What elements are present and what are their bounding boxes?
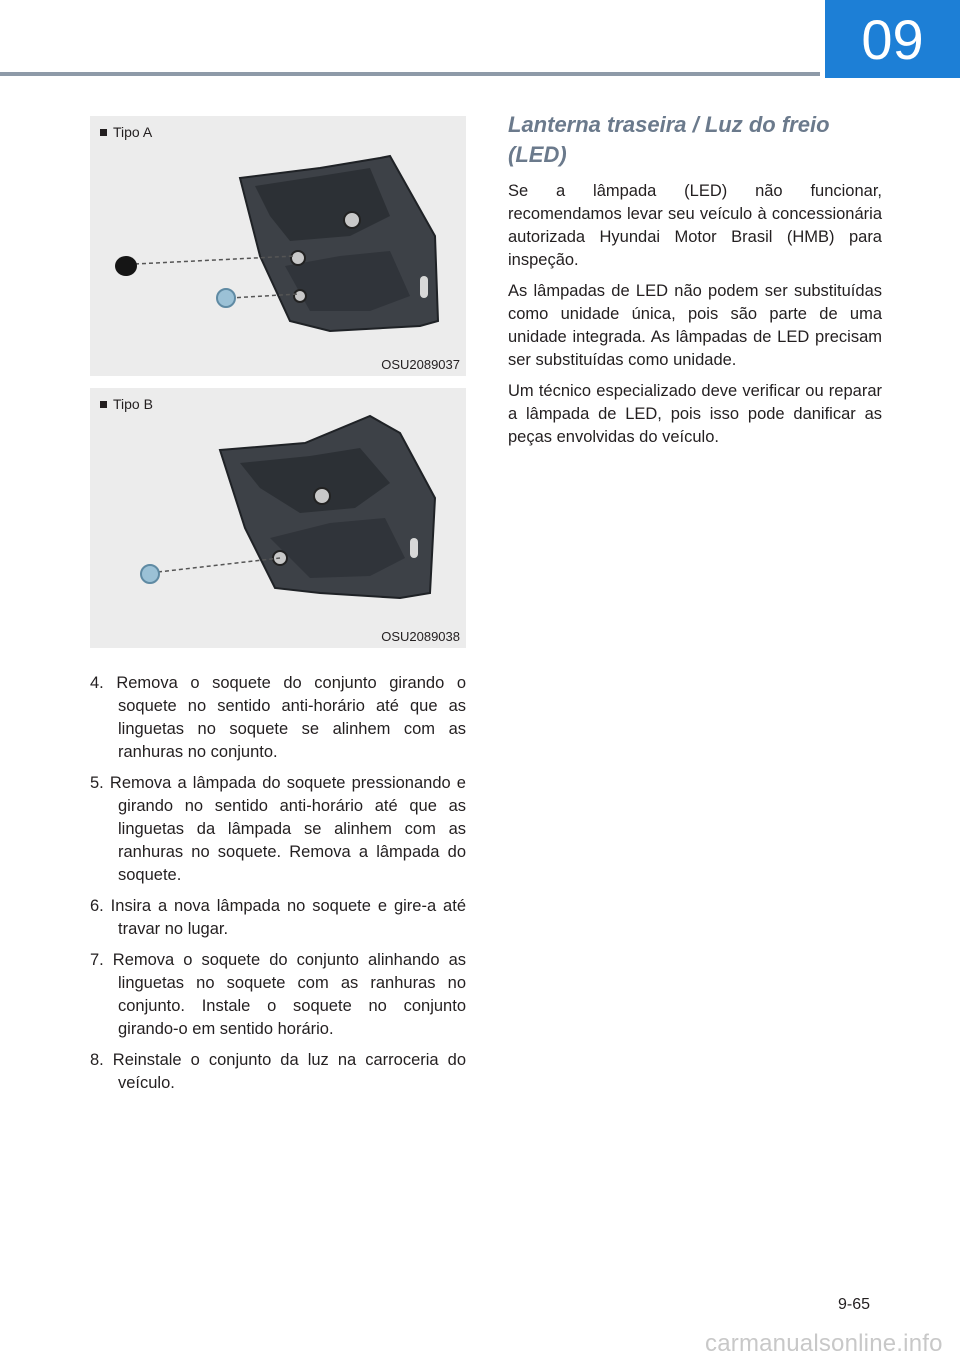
procedure-steps (90, 672, 466, 1103)
step-8: 8. Reinstale o conjunto da luz na carroceria do veículo. (90, 1051, 466, 1092)
section-paragraph: Um técnico especializado deve verificar ou reparar a lâmpada de LED, pois isso pode danificar as peças envolvidas do veículo. (508, 382, 882, 446)
section-title: Lanterna traseira / Luz do freio (LED) (508, 112, 830, 167)
section-paragraph: As lâmpadas de LED não podem ser substituídas como unidade única, pois são parte de uma unidade integrada. As lâmpadas de LED precisam ser substituídas como unidade. (508, 282, 882, 369)
tail-lamp-illustration-a (90, 116, 466, 376)
page-number: 9-65 (838, 1296, 871, 1313)
section-paragraph: Se a lâmpada (LED) não funcionar, recomendamos levar seu veículo à concessionária autorizada Hyundai Motor Brasil (HMB) para inspeção. (508, 182, 882, 269)
header-rule (0, 72, 820, 76)
step-6: 6. Insira a nova lâmpada no soquete e gire-a até travar no lugar. (90, 897, 466, 938)
figure-type-label: Tipo B (100, 396, 153, 412)
figure-type-label: Tipo A (100, 124, 152, 140)
step-5: 5. Remova a lâmpada do soquete pressionando e girando no sentido anti-horário até que as linguetas da lâmpada se alinhem com as ranhuras no soquete. Remova a lâmpada do soquete. (90, 774, 466, 884)
chapter-tab: 09 (825, 0, 960, 78)
led-section (508, 110, 882, 457)
figure-tipo-a (90, 116, 466, 376)
tail-lamp-illustration-b (90, 388, 466, 648)
watermark: carmanualsonline.info (705, 1330, 943, 1357)
step-7: 7. Remova o soquete do conjunto alinhando as linguetas no soquete com as ranhuras no conjunto. Instale o soquete no conjunto girando-o em sentido horário. (90, 951, 466, 1038)
figure-code: OSU2089037 (381, 357, 460, 372)
step-4: 4. Remova o soquete do conjunto girando o soquete no sentido anti-horário até que as linguetas no soquete se alinhem com as ranhuras no conjunto. (90, 674, 466, 761)
figure-code: OSU2089038 (381, 629, 460, 644)
figure-tipo-b (90, 388, 466, 648)
